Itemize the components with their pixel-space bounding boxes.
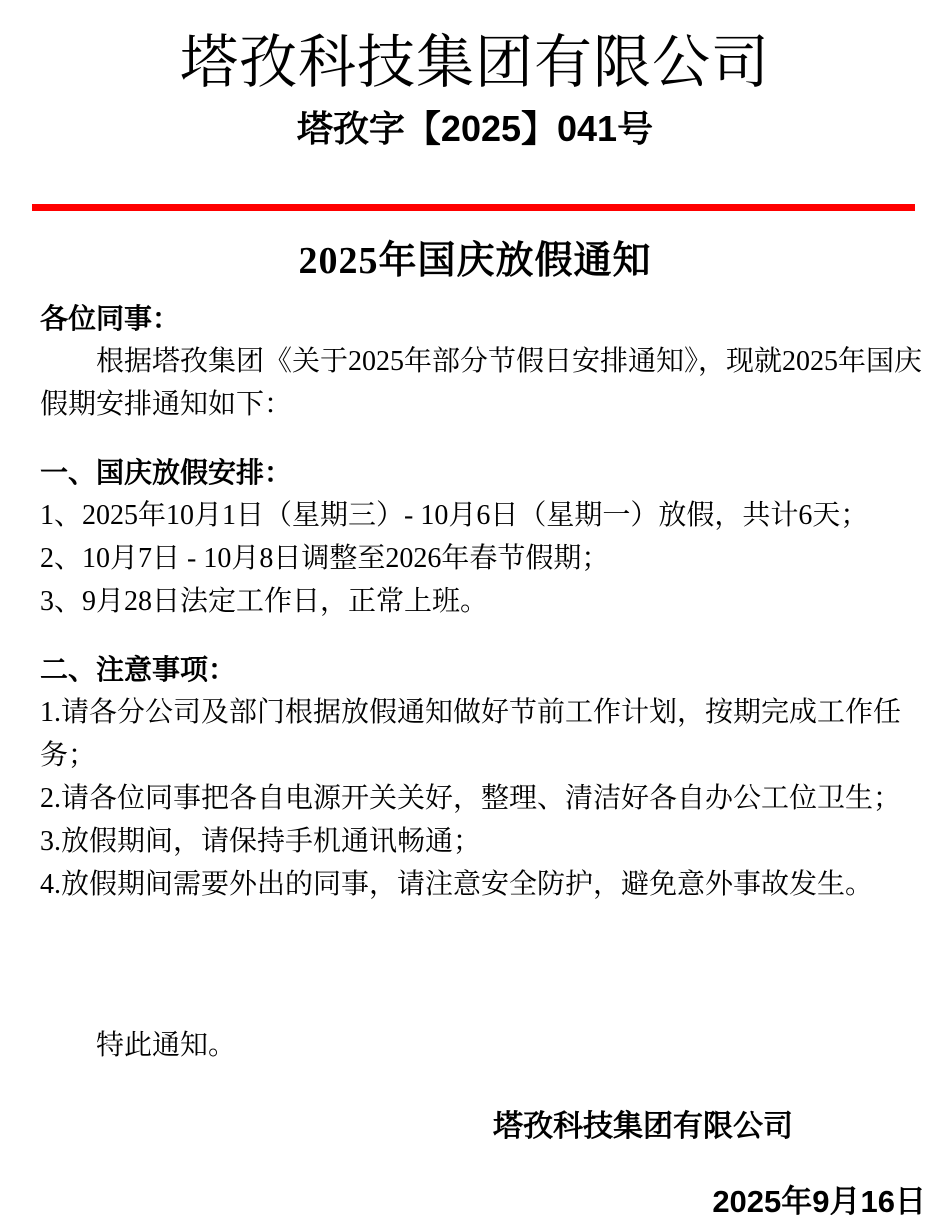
section-2-item-4: 4.放假期间需要外出的同事，请注意安全防护，避免意外事故发生。 bbox=[40, 869, 874, 900]
section-1-item-2: 2、10月7日 - 10月8日调整至2026年春节假期； bbox=[40, 543, 610, 574]
intro-paragraph: 根据塔孜集团《关于2025年部分节假日安排通知》，现就2025年国庆假期安排通知如下： bbox=[40, 346, 923, 420]
section-1-heading: 一、国庆放假安排： bbox=[40, 457, 293, 488]
section-2-item-3: 3.放假期间，请保持手机通讯畅通； bbox=[40, 826, 482, 857]
section-2-heading: 二、注意事项： bbox=[40, 654, 237, 685]
document-header bbox=[0, 0, 950, 152]
closing-phrase: 特此通知。 bbox=[96, 1030, 237, 1061]
doc-number: 塔孜字【2025】041号 bbox=[296, 108, 654, 149]
company-title: 塔孜科技集团有限公司 bbox=[179, 30, 770, 95]
salutation: 各位同事： bbox=[40, 303, 181, 334]
red-divider-line bbox=[32, 204, 915, 211]
section-1-item-3: 3、9月28日法定工作日，正常上班。 bbox=[40, 586, 489, 617]
signature-date: 2025年9月16日 bbox=[712, 1184, 926, 1219]
notice-title: 2025年国庆放假通知 bbox=[298, 240, 652, 282]
section-2-item-2: 2.请各位同事把各自电源开关关好，整理、清洁好各自办公工位卫生； bbox=[40, 783, 902, 814]
section-2-item-1: 1.请各分公司及部门根据放假通知做好节前工作计划，按期完成工作任务； bbox=[40, 697, 902, 771]
signature-company-name: 塔孜科技集团有限公司 bbox=[493, 1110, 793, 1143]
notice-body bbox=[0, 297, 950, 1223]
section-1-item-1: 1、2025年10月1日（星期三）- 10月6日（星期一）放假，共计6天； bbox=[40, 500, 869, 531]
